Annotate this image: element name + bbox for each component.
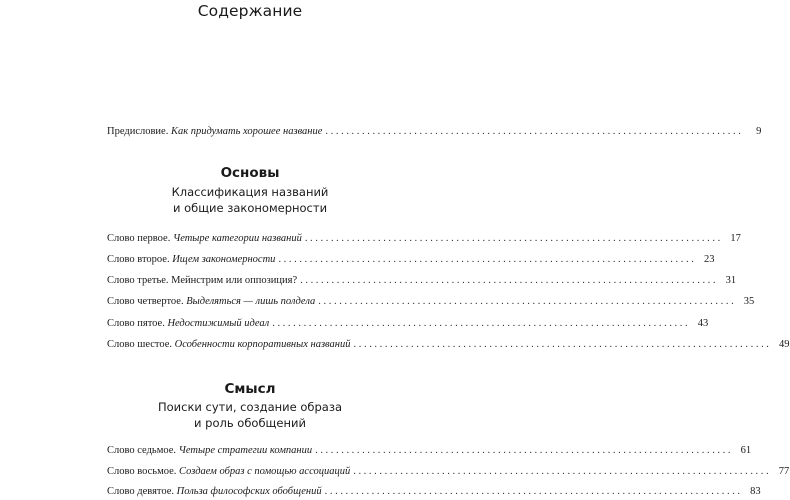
- leader-dots: ................................................................................: [325, 126, 744, 137]
- page-title: Содержание: [197, 2, 303, 20]
- entry-page-number: 83: [750, 486, 761, 497]
- entry-prefix: Слово седьмое.: [107, 445, 177, 456]
- toc-entry[interactable]: [107, 485, 761, 499]
- entry-page-number: 9: [756, 126, 762, 137]
- leader-dots: ................................................................................: [318, 296, 737, 307]
- toc-entry[interactable]: [107, 317, 709, 331]
- entry-prefix: Слово первое.: [107, 233, 171, 244]
- leader-dots: ................................................................................: [300, 275, 719, 286]
- leader-dots: ................................................................................: [353, 339, 772, 350]
- toc-entry[interactable]: [107, 465, 790, 479]
- toc-entry-preface[interactable]: [107, 125, 762, 139]
- leader-dots: ................................................................................: [278, 254, 697, 265]
- leader-dots: ................................................................................: [324, 486, 743, 497]
- entry-title: Создаем образ с помощью ассоциаций: [179, 466, 351, 477]
- toc-entry[interactable]: [107, 444, 752, 458]
- section-title-smysl: Смысл: [224, 381, 276, 397]
- entry-title: Особенности корпоративных названий: [174, 339, 351, 350]
- entry-page-number: 31: [725, 275, 737, 286]
- toc-entry[interactable]: [107, 274, 737, 288]
- entry-title: Как придумать хорошее название: [170, 126, 323, 137]
- section-subtitle-line-2: и общие закономерности: [172, 201, 328, 215]
- toc-entry[interactable]: [107, 338, 790, 352]
- entry-prefix: Слово пятое.: [107, 318, 165, 329]
- section-subtitle-line-1: Поиски сути, создание образа: [158, 400, 342, 414]
- leader-dots: ................................................................................: [353, 466, 772, 477]
- entry-title: Четыре стратегии компании: [178, 445, 313, 456]
- section-subtitle-line-1: Классификация названий: [171, 185, 329, 199]
- section-subtitle-line-2: и роль обобщений: [194, 416, 306, 430]
- entry-prefix: Слово третье. Мейнстрим или оппозиция?: [107, 275, 298, 286]
- toc-entry[interactable]: [107, 253, 715, 267]
- entry-prefix: Слово четвертое.: [107, 296, 184, 307]
- entry-page-number: 35: [743, 296, 755, 307]
- entry-page-number: 61: [740, 445, 752, 456]
- toc-entry[interactable]: [107, 232, 741, 246]
- entry-title: Польза философских обобщений: [176, 486, 322, 497]
- entry-page-number: 49: [779, 339, 790, 350]
- leader-dots: ................................................................................: [272, 318, 691, 329]
- entry-page-number: 23: [703, 254, 715, 265]
- entry-prefix: Предисловие.: [107, 126, 169, 137]
- leader-dots: ................................................................................: [304, 233, 723, 244]
- entry-page-number: 43: [697, 318, 709, 329]
- entry-prefix: Слово восьмое.: [107, 466, 177, 477]
- entry-title: Выделяться — лишь полдела: [186, 296, 316, 307]
- section-title-osnovy: Основы: [220, 165, 280, 181]
- entry-prefix: Слово шестое.: [107, 339, 173, 350]
- toc-entry[interactable]: [107, 295, 755, 309]
- entry-page-number: 77: [778, 466, 790, 477]
- leader-dots: ................................................................................: [315, 445, 734, 456]
- entry-title: Ищем закономерности: [172, 254, 276, 265]
- entry-page-number: 17: [730, 233, 741, 244]
- entry-title: Четыре категории названий: [172, 233, 302, 244]
- entry-prefix: Слово девятое.: [107, 486, 175, 497]
- entry-prefix: Слово второе.: [107, 254, 170, 265]
- entry-title: Недостижимый идеал: [167, 318, 270, 329]
